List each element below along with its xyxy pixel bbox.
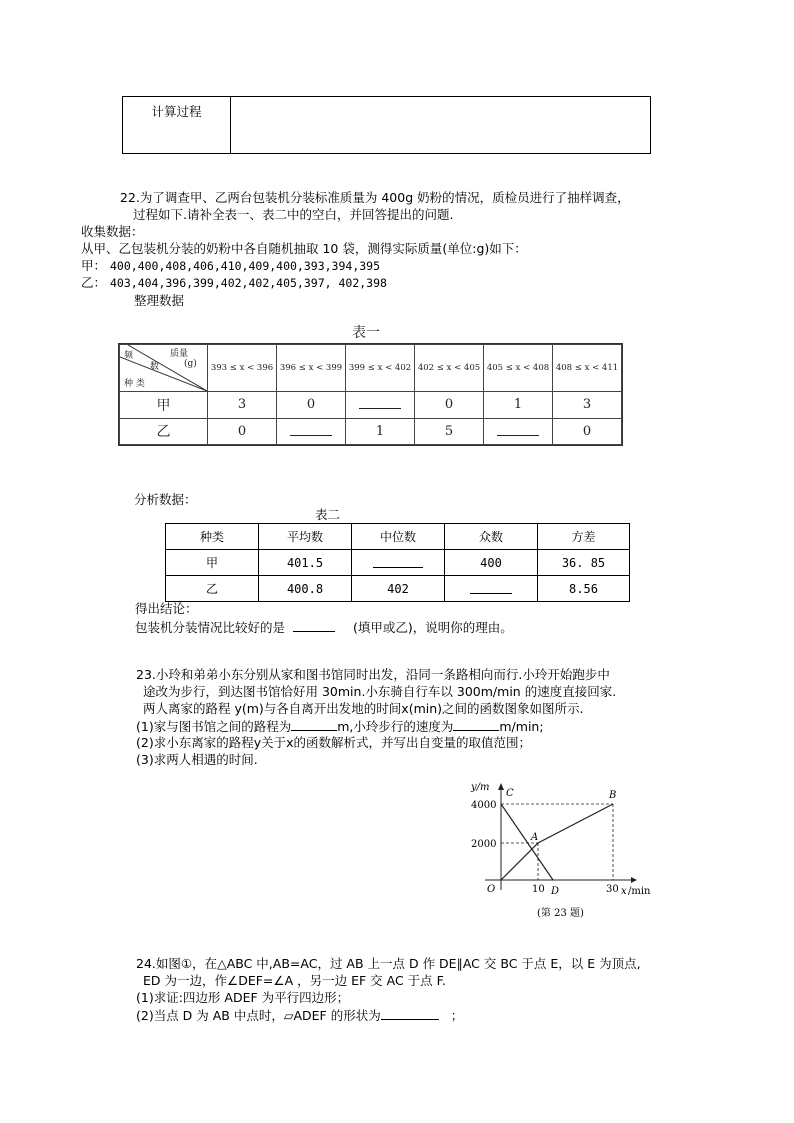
jia-values: 400,400,408,406,410,409,400,393,394,395: [110, 259, 381, 273]
svg-text:2000: 2000: [471, 839, 497, 850]
q22-line2: 过程如下.请补全表一、表二中的空白，并回答提出的问题.: [133, 207, 454, 222]
series-xiaodong: [501, 804, 553, 880]
table1-header: 396 ≤ x < 399: [277, 345, 346, 392]
svg-text:D: D: [551, 886, 560, 897]
svg-text:y/m: y/m: [471, 782, 490, 793]
figure-caption: (第 23 题): [537, 908, 584, 919]
svg-text:4000: 4000: [471, 800, 497, 811]
analyze-heading: 分析数据：: [134, 492, 197, 507]
table1-header: 399 ≤ x < 402: [346, 345, 415, 392]
q23-line2: 途改为步行，到达图书馆恰好用 30min.小东骑自行车以 300m/min 的速度直接回家.: [143, 684, 617, 699]
q23-line1: 23.小玲和弟弟小东分别从家和图书馆同时出发，沿同一条路相向而行.小玲开始跑步中: [136, 667, 610, 682]
blank-answer[interactable]: [277, 418, 346, 445]
blank-answer[interactable]: [484, 418, 553, 445]
q23-line3: 两人离家的路程 y(m)与各自离开出发地的时间x(min)之间的函数图象如图所示.: [143, 701, 584, 716]
q23-part1: (1)家与图书馆之间的路程为 m,小玲步行的速度为 m/min;: [136, 719, 544, 734]
svg-text:A: A: [531, 832, 539, 843]
collect-heading: 收集数据：: [81, 224, 144, 239]
q24-part2: (2)当点 D 为 AB 中点时，▱ADEF 的形状为 ；: [136, 1008, 464, 1023]
calc-label: 计算过程: [123, 97, 231, 153]
table1: [118, 343, 623, 446]
svg-text:x: x: [621, 886, 627, 897]
collect-desc: 从甲、乙包装机分装的奶粉中各自随机抽取 10 袋，测得实际质量(单位:g)如下：: [81, 241, 527, 256]
yi-values: 403,404,396,399,402,402,405,397, 402,398: [110, 276, 387, 290]
organize-heading: 整理数据: [134, 293, 185, 308]
yi-data: [81, 275, 387, 291]
blank-answer[interactable]: [293, 619, 335, 632]
q23-part3: (3)求两人相遇的时间.: [136, 752, 258, 767]
conclusion-heading: 得出结论：: [135, 601, 198, 616]
series-xiaoling: [501, 804, 613, 880]
table2-row-yi: 乙 400.8 402 8.56: [166, 576, 630, 602]
svg-text:10: 10: [532, 884, 545, 895]
jia-data: [81, 258, 380, 274]
table2: [165, 523, 630, 602]
svg-text:B: B: [609, 790, 617, 801]
calculation-table: [122, 96, 651, 154]
jia-label: 甲：: [81, 258, 107, 273]
table1-header: 393 ≤ x < 396: [208, 345, 277, 392]
y-axis-arrow-icon: [498, 783, 504, 790]
table2-header-row: 种类 平均数 中位数 众数 方差: [166, 524, 630, 550]
svg-text:C: C: [506, 788, 514, 799]
table2-title: 表二: [315, 507, 341, 522]
q24-line1: 24.如图①，在△ABC 中,AB=AC，过 AB 上一点 D 作 DE∥AC 交 BC 于点 E，以 E 为顶点,: [136, 956, 641, 971]
table1-title: 表一: [352, 325, 380, 341]
svg-text:30: 30: [606, 884, 619, 895]
blank-answer[interactable]: [352, 550, 445, 576]
conclusion-line: 包装机分装情况比较好的是 (填甲或乙)，说明你的理由。: [135, 620, 513, 635]
table1-row-jia: 甲 3 0 0 1 3: [120, 392, 622, 419]
table1-row-yi: 乙 0 1 5 0: [120, 418, 622, 445]
blank-answer[interactable]: [291, 718, 337, 731]
q22-line1: 22.为了调查甲、乙两台包装机分装标准质量为 400g 奶粉的情况，质检员进行了抽样调查，: [120, 190, 630, 205]
yi-label: 乙：: [81, 275, 107, 290]
x-axis-arrow-icon: [631, 877, 637, 883]
svg-text:O: O: [487, 884, 496, 895]
table1-header: 405 ≤ x < 408: [484, 345, 553, 392]
table1-corner: 频 数 质量 (g) 种 类: [120, 345, 208, 392]
q24-line2: ED 为一边，作∠DEF=∠A ，另一边 EF 交 AC 于点 F.: [143, 973, 446, 988]
table1-header: 402 ≤ x < 405: [415, 345, 484, 392]
blank-answer[interactable]: [346, 392, 415, 419]
table2-row-jia: 甲 401.5 400 36. 85: [166, 550, 630, 576]
function-graph: [463, 780, 663, 898]
blank-answer[interactable]: [381, 1007, 439, 1020]
svg-text:/min: /min: [628, 886, 651, 897]
q24-part1: (1)求证:四边形 ADEF 为平行四边形；: [136, 990, 350, 1005]
blank-answer[interactable]: [453, 718, 499, 731]
q23-part2: (2)求小东离家的路程y关于x的函数解析式，并写出自变量的取值范围；: [136, 735, 532, 750]
table1-header: 408 ≤ x < 411: [553, 345, 622, 392]
blank-answer[interactable]: [445, 576, 538, 602]
